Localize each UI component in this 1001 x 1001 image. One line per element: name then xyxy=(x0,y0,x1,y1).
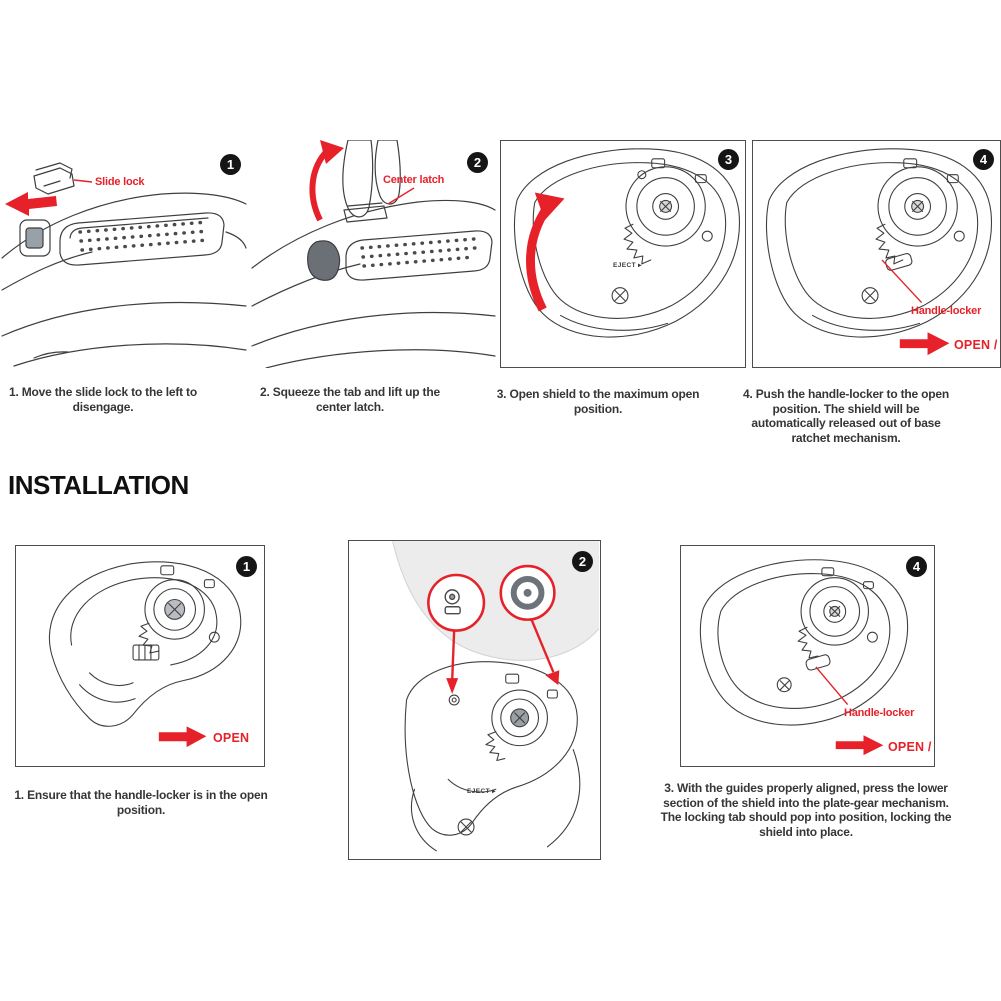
red-arrowhead xyxy=(446,678,458,694)
red-arrow-right-icon xyxy=(836,735,884,755)
red-arrow-left-icon xyxy=(5,192,57,216)
step-1-badge: 1 xyxy=(236,556,257,577)
installation-caption-1: 1. Ensure that the handle-locker is in the open position. xyxy=(14,788,268,817)
red-arrowhead xyxy=(320,140,344,164)
removal-caption-1: 1. Move the slide lock to the left to disengage. xyxy=(9,385,197,414)
removal-caption-3: 3. Open shield to the maximum open position. xyxy=(496,387,700,416)
guide-alignment-illustration xyxy=(349,541,600,859)
removal-step-4-panel xyxy=(752,140,1001,368)
step-2-badge: 2 xyxy=(572,551,593,572)
gear-teeth xyxy=(624,224,651,264)
open-label: OPEN / xyxy=(954,338,998,352)
removal-step-2-panel xyxy=(250,140,496,368)
removal-step-1-panel xyxy=(0,140,247,368)
slide-lock-part xyxy=(34,168,74,194)
installation-step-2-panel xyxy=(348,540,601,860)
shield-silhouette xyxy=(393,541,599,660)
installation-step-4-panel xyxy=(680,545,935,767)
open-label: OPEN xyxy=(213,731,250,745)
step-4-badge: 4 xyxy=(906,556,927,577)
step-4-badge: 4 xyxy=(973,149,994,170)
installation-title: INSTALLATION xyxy=(8,470,189,500)
gear-teeth xyxy=(139,623,159,653)
open-label: OPEN / xyxy=(888,740,932,754)
helmet-top-vent-illustration xyxy=(0,140,247,368)
center-latch-callout: Center latch xyxy=(383,174,445,186)
callout-pointer-line xyxy=(74,180,92,182)
handle-locker-lever xyxy=(89,673,133,686)
guide-pin xyxy=(449,695,459,705)
center-latch-squeeze-illustration xyxy=(250,140,496,368)
gear-teeth xyxy=(486,732,505,761)
removal-step-3-panel xyxy=(500,140,746,368)
removal-caption-4: 4. Push the handle-locker to the open position. The shield will be automatically released out of base ratchet mechanism. xyxy=(743,387,949,445)
eject-marking: EJECT ▸ xyxy=(613,262,642,269)
callout-pointer-line xyxy=(882,260,922,303)
handle-locker-callout: Handle-locker xyxy=(911,305,982,317)
callout-pointer-line xyxy=(816,667,848,705)
shield-ratchet-open-illustration xyxy=(501,141,745,367)
installation-step-1-panel xyxy=(15,545,265,767)
installation-caption-3: 3. With the guides properly aligned, press the lower section of the shield into the plate-gear mechanism. The locking tab should pop into position, locking the shield into place. xyxy=(660,781,952,839)
red-arrow-right-icon xyxy=(900,332,950,355)
handle-locker-callout: Handle-locker xyxy=(844,707,915,719)
step-1-badge: 1 xyxy=(220,154,241,175)
eject-marking: EJECT ▸ xyxy=(467,788,496,795)
finger xyxy=(375,140,400,204)
red-arrow-right-icon xyxy=(159,726,207,747)
step-2-badge: 2 xyxy=(467,152,488,173)
handle-locker-open-illustration xyxy=(753,141,1000,367)
step-3-badge: 3 xyxy=(718,149,739,170)
handle-locker-open-illustration xyxy=(681,546,934,766)
slide-lock-callout: Slide lock xyxy=(95,176,145,188)
removal-caption-2: 2. Squeeze the tab and lift up the center latch. xyxy=(260,385,440,414)
